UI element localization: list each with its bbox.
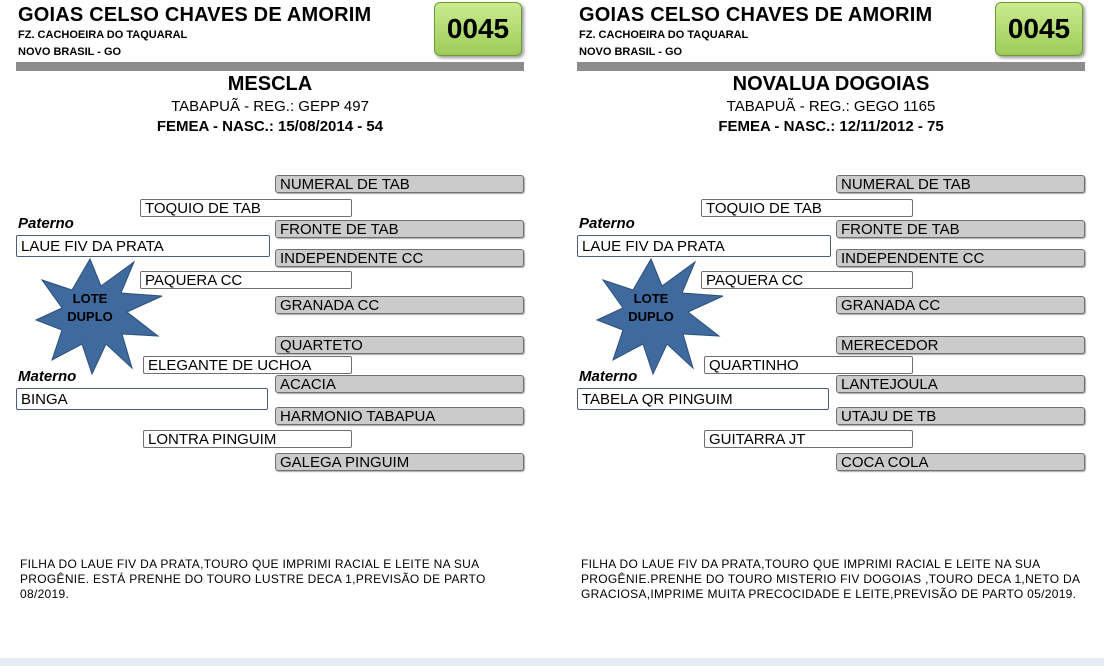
farm-name: FZ. CACHOEIRA DO TAQUARAL [18, 29, 188, 41]
owner-name: GOIAS CELSO CHAVES DE AMORIM [18, 4, 372, 26]
great-grandparent-1: NUMERAL DE TAB [275, 175, 524, 193]
great-grandparent-7: UTAJU DE TB [836, 407, 1085, 425]
great-grandparent-6: ACACIA [275, 375, 524, 393]
paterno-label: Paterno [579, 215, 635, 232]
bottom-bar [0, 658, 1104, 666]
sire-box: LAUE FIV DA PRATA [577, 235, 831, 257]
materno-label: Materno [579, 368, 638, 385]
materno-label: Materno [18, 368, 77, 385]
badge-line-2: DUPLO [67, 309, 113, 324]
sex-birth-line: FEMEA - NASC.: 12/11/2012 - 75 [718, 118, 944, 135]
great-grandparent-6: LANTEJOULA [836, 375, 1085, 393]
great-grandparent-7: HARMONIO TABAPUA [275, 407, 524, 425]
description-note: FILHA DO LAUE FIV DA PRATA,TOURO QUE IMPRIMI RACIAL E LEITE NA SUA PROGÊNIE. ESTÁ PRENHE DO TOURO LUSTRE DECA 1,PREVISÃO DE PARTO 08/2019. [20, 557, 486, 601]
paternal-granddam: PAQUERA CC [140, 271, 352, 289]
maternal-grandsire: QUARTINHO [704, 356, 913, 374]
maternal-granddam: GUITARRA JT [704, 430, 913, 448]
description-note: FILHA DO LAUE FIV DA PRATA,TOURO QUE IMPRIMI RACIAL E LEITE NA SUA PROGÊNIE.PRENHE DO TOURO MISTERIO FIV DOGOIAS ,TOURO DECA 1,NETO DA GRACIOSA,IMPRIME MUITA PRECOCIDADE E LEITE,PREVISÃO DE PARTO 05/2019. [581, 557, 1080, 601]
city-name: NOVO BRASIL - GO [18, 46, 122, 58]
maternal-grandsire: ELEGANTE DE UCHOA [143, 356, 352, 374]
header-rule [16, 62, 524, 71]
dam-box: TABELA QR PINGUIM [577, 388, 829, 410]
lot-number-badge: 0045 [995, 2, 1083, 56]
registration-line: TABAPUÃ - REG.: GEGO 1165 [726, 98, 936, 115]
registration-line: TABAPUÃ - REG.: GEPP 497 [171, 98, 369, 115]
badge-line-2: DUPLO [628, 309, 674, 324]
animal-name: MESCLA [227, 73, 313, 95]
maternal-granddam: LONTRA PINGUIM [143, 430, 352, 448]
farm-name: FZ. CACHOEIRA DO TAQUARAL [579, 29, 749, 41]
great-grandparent-8: GALEGA PINGUIM [275, 453, 524, 471]
animal-name: NOVALUA DOGOIAS [732, 73, 930, 95]
animal-card-novalua [577, 0, 1097, 640]
dam-box: BINGA [16, 388, 268, 410]
animal-card-mescla [16, 0, 536, 640]
paterno-label: Paterno [18, 215, 74, 232]
paternal-grandsire: TOQUIO DE TAB [701, 199, 913, 217]
paternal-grandsire: TOQUIO DE TAB [140, 199, 352, 217]
great-grandparent-2: FRONTE DE TAB [275, 220, 524, 238]
great-grandparent-3: INDEPENDENTE CC [836, 249, 1085, 267]
great-grandparent-3: INDEPENDENTE CC [275, 249, 524, 267]
great-grandparent-2: FRONTE DE TAB [836, 220, 1085, 238]
badge-line-1: LOTE [633, 291, 669, 306]
great-grandparent-5: QUARTETO [275, 336, 524, 354]
sire-box: LAUE FIV DA PRATA [16, 235, 270, 257]
badge-line-1: LOTE [72, 291, 108, 306]
owner-name: GOIAS CELSO CHAVES DE AMORIM [579, 4, 933, 26]
great-grandparent-4: GRANADA CC [836, 296, 1085, 314]
great-grandparent-1: NUMERAL DE TAB [836, 175, 1085, 193]
lot-number-badge: 0045 [434, 2, 522, 56]
great-grandparent-5: MERECEDOR [836, 336, 1085, 354]
great-grandparent-4: GRANADA CC [275, 296, 524, 314]
header-rule [577, 62, 1085, 71]
sex-birth-line: FEMEA - NASC.: 15/08/2014 - 54 [156, 118, 384, 135]
paternal-granddam: PAQUERA CC [701, 271, 913, 289]
city-name: NOVO BRASIL - GO [579, 46, 683, 58]
great-grandparent-8: COCA COLA [836, 453, 1085, 471]
